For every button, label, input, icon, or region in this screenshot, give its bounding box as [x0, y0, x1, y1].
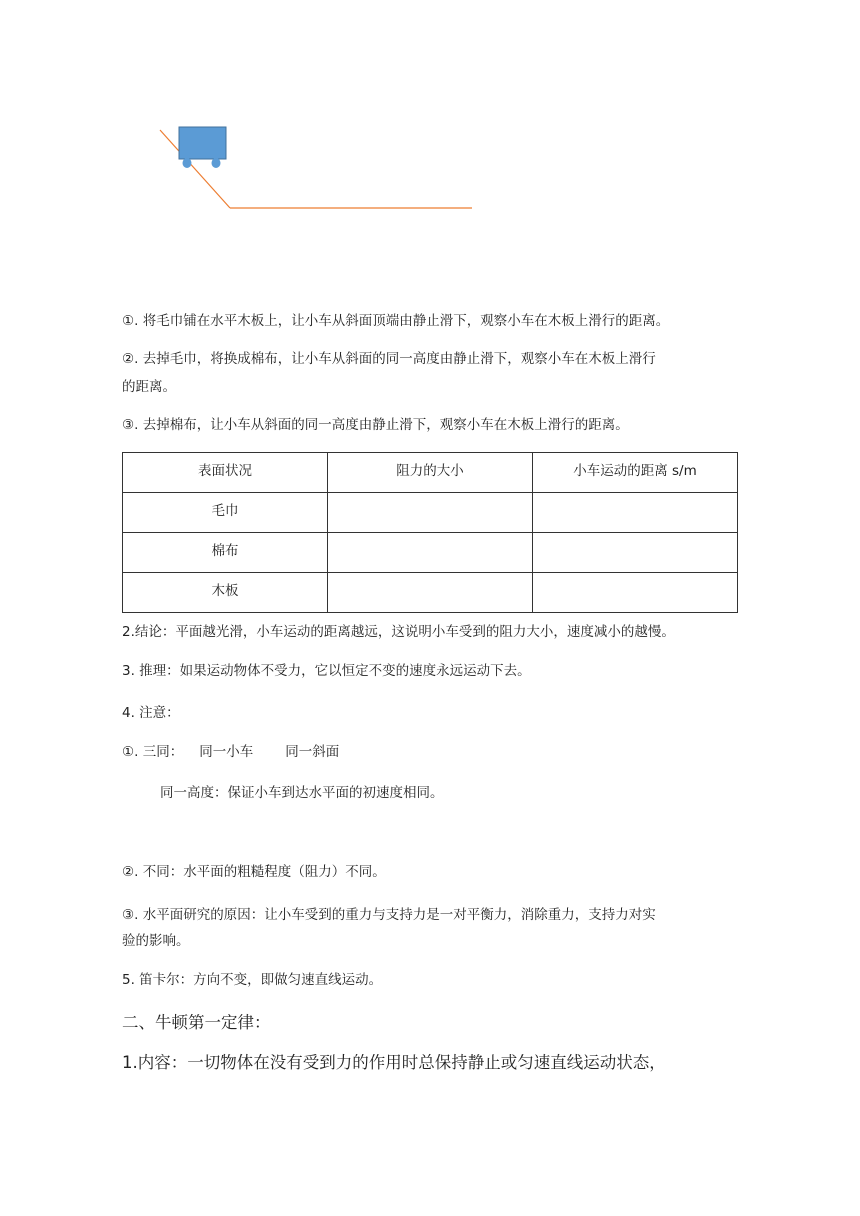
- note-2-text: . 不同：水平面的粗糙程度（阻力）不同。: [134, 864, 386, 880]
- step-3: [122, 416, 629, 434]
- table-row: [123, 533, 738, 573]
- step-2-number: ②: [122, 351, 135, 367]
- note-2: [122, 863, 386, 881]
- table-cell: 毛巾: [123, 493, 328, 533]
- table-cell: [328, 573, 533, 613]
- note-3-number: ③: [122, 907, 135, 923]
- step-2-continued: 的距离。: [122, 379, 176, 395]
- note-1-label: . 三同：: [134, 744, 184, 760]
- cart-body: [179, 127, 226, 159]
- table-header-row: [123, 453, 738, 493]
- note-1: [122, 743, 339, 761]
- note-3-continued: 验的影响。: [122, 933, 190, 949]
- section-title: 二、牛顿第一定律：: [122, 1013, 271, 1032]
- table-cell: [533, 573, 738, 613]
- table-cell: [328, 493, 533, 533]
- table-cell: [533, 533, 738, 573]
- table-row: [123, 573, 738, 613]
- table-cell: 木板: [123, 573, 328, 613]
- note-1-number: ①: [122, 744, 135, 760]
- step-1-text: . 将毛巾铺在水平木板上，让小车从斜面顶端由静止滑下，观察小车在木板上滑行的距离。: [134, 313, 670, 329]
- descartes-text: 5. 笛卡尔：方向不变，即做匀速直线运动。: [122, 972, 383, 988]
- table-cell: [533, 493, 738, 533]
- note-1-same-cart: 同一小车: [199, 744, 254, 760]
- cart-wheel-right: [212, 158, 221, 168]
- cart-wheel-left: [183, 158, 192, 168]
- note-title: 4. 注意：: [122, 705, 180, 721]
- step-1: [122, 312, 669, 330]
- step-1-number: ①: [122, 313, 135, 329]
- table-row: [123, 493, 738, 533]
- table-cell: 棉布: [123, 533, 328, 573]
- note-2-number: ②: [122, 864, 135, 880]
- conclusion-text: 2.结论：平面越光滑，小车运动的距离越远，这说明小车受到的阻力大小，速度减小的越慢。: [122, 624, 675, 640]
- note-1-same-height: 同一高度：保证小车到达水平面的初速度相同。: [160, 785, 444, 801]
- newton-law-content: 1.内容：一切物体在没有受到力的作用时总保持静止或匀速直线运动状态，: [122, 1053, 666, 1072]
- step-3-text: . 去掉棉布，让小车从斜面的同一高度由静止滑下，观察小车在木板上滑行的距离。: [134, 417, 629, 433]
- inference-text: 3. 推理：如果运动物体不受力，它以恒定不变的速度永远运动下去。: [122, 663, 531, 679]
- incline-cart-figure: [150, 118, 490, 223]
- table-header-cell: 小车运动的距离 s/m: [533, 453, 738, 493]
- table-cell: [328, 533, 533, 573]
- step-2: [122, 350, 656, 368]
- note-3: [122, 906, 656, 924]
- table-header-cell: 阻力的大小: [328, 453, 533, 493]
- step-2-text: . 去掉毛巾，将换成棉布，让小车从斜面的同一高度由静止滑下，观察小车在木板上滑行: [134, 351, 656, 367]
- note-1-same-incline: 同一斜面: [285, 744, 340, 760]
- experiment-table: [122, 452, 738, 613]
- note-3-text: . 水平面研究的原因：让小车受到的重力与支持力是一对平衡力，消除重力，支持力对实: [134, 907, 656, 923]
- table-header-cell: 表面状况: [123, 453, 328, 493]
- step-3-number: ③: [122, 417, 135, 433]
